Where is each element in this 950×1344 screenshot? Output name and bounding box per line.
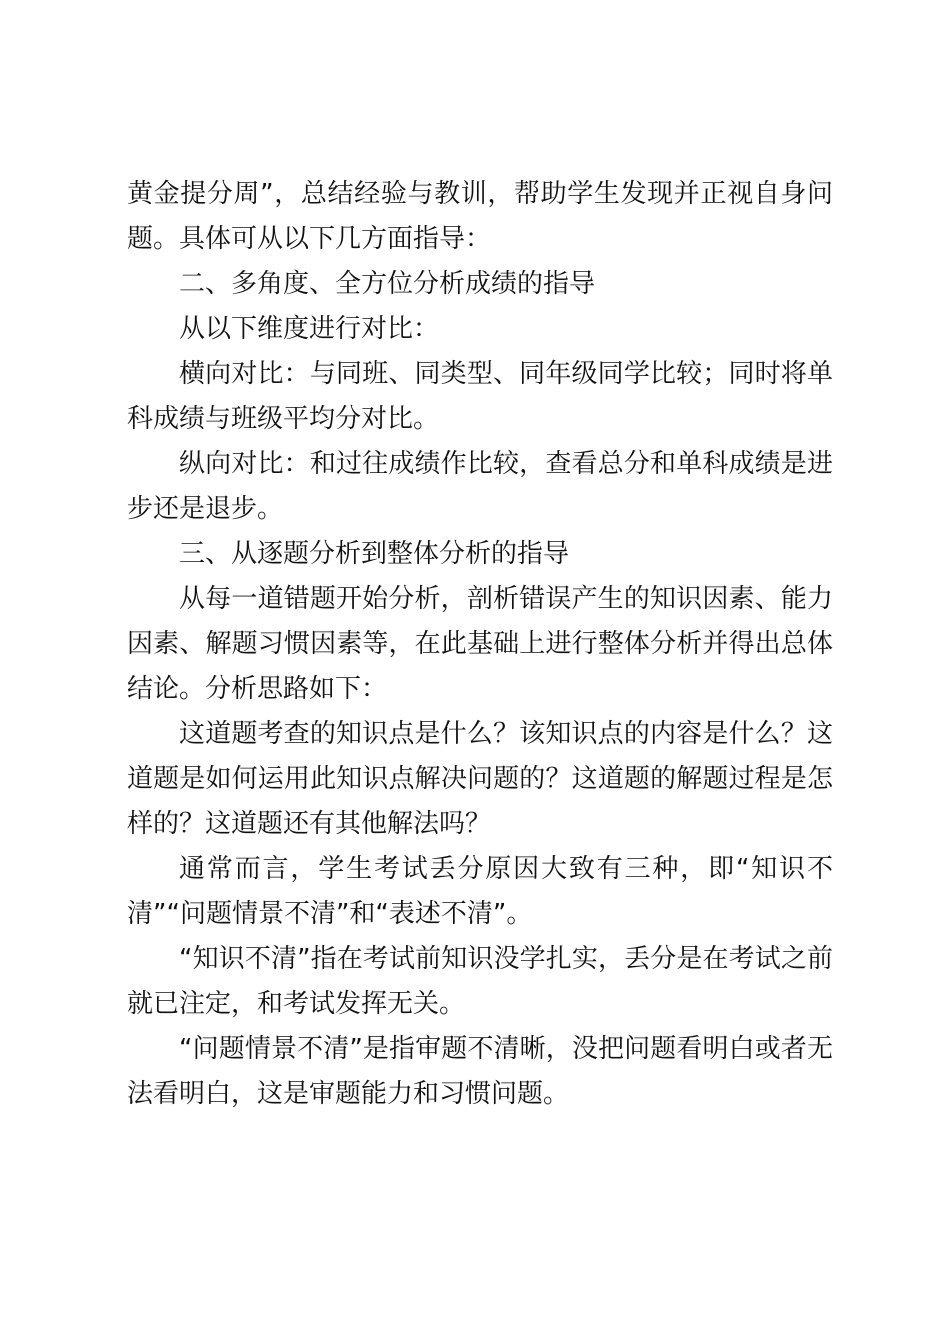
paragraph-dimensions-intro: 从以下维度进行对比：: [179, 314, 440, 344]
document-body: [127, 172, 833, 1117]
section-heading-2: 二、多角度、全方位分析成绩的指导: [179, 269, 596, 299]
paragraph-horizontal-comparison: 横向对比：与同班、同类型、同年级同学比较；同时将单科成绩与班级平均分对比。: [127, 359, 833, 434]
paragraph-knowledge-unclear: “知识不清”指在考试前知识没学扎实，丢分是在考试之前就已注定，和考试发挥无关。: [127, 944, 833, 1019]
paragraph-analysis-questions: 这道题考查的知识点是什么？该知识点的内容是什么？这道题是如何运用此知识点解决问题的？这道题的解题过程是怎样的？这道题还有其他解法吗？: [127, 719, 833, 839]
paragraph-situation-unclear: “问题情景不清”是指审题不清晰，没把问题看明白或者无法看明白，这是审题能力和习惯问题。: [127, 1034, 833, 1109]
paragraph-vertical-comparison: 纵向对比：和过往成绩作比较，查看总分和单科成绩是进步还是退步。: [127, 449, 833, 524]
paragraph-loss-reasons: 通常而言，学生考试丢分原因大致有三种，即“知识不清”“问题情景不清”和“表述不清”。: [127, 854, 833, 929]
section-heading-3: 三、从逐题分析到整体分析的指导: [179, 539, 570, 569]
paragraph-error-analysis: 从每一道错题开始分析，剖析错误产生的知识因素、能力因素、解题习惯因素等，在此基础上进行整体分析并得出总体结论。分析思路如下：: [127, 584, 833, 704]
paragraph-continuation: 黄金提分周”，总结经验与教训，帮助学生发现并正视自身问题。具体可从以下几方面指导：: [127, 179, 833, 254]
